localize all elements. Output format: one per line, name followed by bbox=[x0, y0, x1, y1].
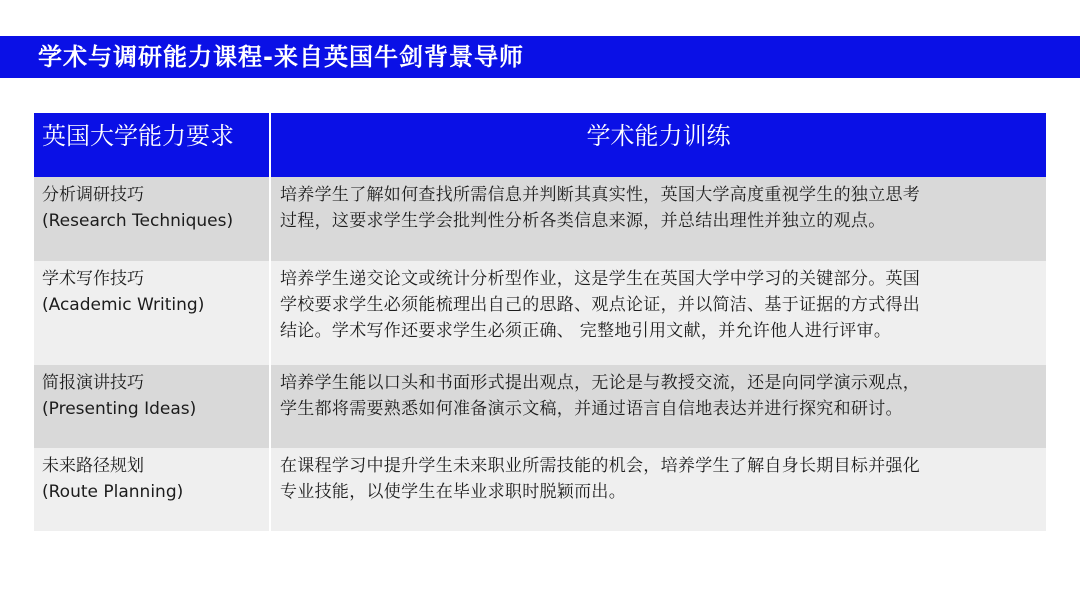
skill-name-cell bbox=[34, 261, 271, 365]
skill-description-cell bbox=[271, 177, 1046, 261]
header-uk-requirements: 英国大学能力要求 bbox=[34, 113, 271, 177]
skill-description-cell bbox=[271, 365, 1046, 448]
description-line: 结论。学术写作还要求学生必须正确、 完整地引用文献，并允许他人进行评审。 bbox=[280, 321, 892, 341]
skill-name-cell bbox=[34, 365, 271, 448]
table-header-row bbox=[34, 113, 1046, 177]
header-academic-training: 学术能力训练 bbox=[586, 122, 731, 150]
skill-name-zh: 简报演讲技巧 bbox=[42, 373, 144, 393]
skill-name-en: (Research Techniques) bbox=[42, 211, 234, 231]
skill-description-cell bbox=[271, 448, 1046, 531]
page-title-banner bbox=[0, 36, 1080, 78]
skill-name-zh: 未来路径规划 bbox=[42, 456, 144, 476]
description-line: 专业技能，以使学生在毕业求职时脱颖而出。 bbox=[280, 482, 626, 502]
skill-name-cell bbox=[34, 177, 271, 261]
skill-description-cell bbox=[271, 261, 1046, 365]
description-line: 过程，这要求学生学会批判性分析各类信息来源，并总结出理性并独立的观点。 bbox=[280, 211, 886, 231]
skill-name-en: (Presenting Ideas) bbox=[42, 399, 197, 419]
page-title: 学术与调研能力课程-来自英国牛剑背景导师 bbox=[38, 43, 524, 71]
description-line: 学生都将需要熟悉如何准备演示文稿，并通过语言自信地表达并进行探究和研讨。 bbox=[280, 399, 903, 419]
description-line: 培养学生了解如何查找所需信息并判断其真实性，英国大学高度重视学生的独立思考 bbox=[280, 185, 921, 205]
description-line: 培养学生能以口头和书面形式提出观点，无论是与教授交流，还是向同学演示观点， bbox=[280, 373, 921, 393]
table-row bbox=[34, 365, 1046, 448]
description-line: 学校要求学生必须能梳理出自己的思路、观点论证，并以简洁、基于证据的方式得出 bbox=[280, 295, 921, 315]
description-line: 在课程学习中提升学生未来职业所需技能的机会，培养学生了解自身长期目标并强化 bbox=[280, 456, 921, 476]
description-line: 培养学生递交论文或统计分析型作业，这是学生在英国大学中学习的关键部分。英国 bbox=[280, 269, 921, 289]
table-row bbox=[34, 261, 1046, 365]
skill-name-cell bbox=[34, 448, 271, 531]
skill-name-zh: 学术写作技巧 bbox=[42, 269, 144, 289]
table-row bbox=[34, 177, 1046, 261]
skill-name-zh: 分析调研技巧 bbox=[42, 185, 144, 205]
skill-name-en: (Academic Writing) bbox=[42, 295, 205, 315]
table-row bbox=[34, 448, 1046, 531]
skills-table bbox=[34, 113, 1046, 531]
skill-name-en: (Route Planning) bbox=[42, 482, 184, 502]
